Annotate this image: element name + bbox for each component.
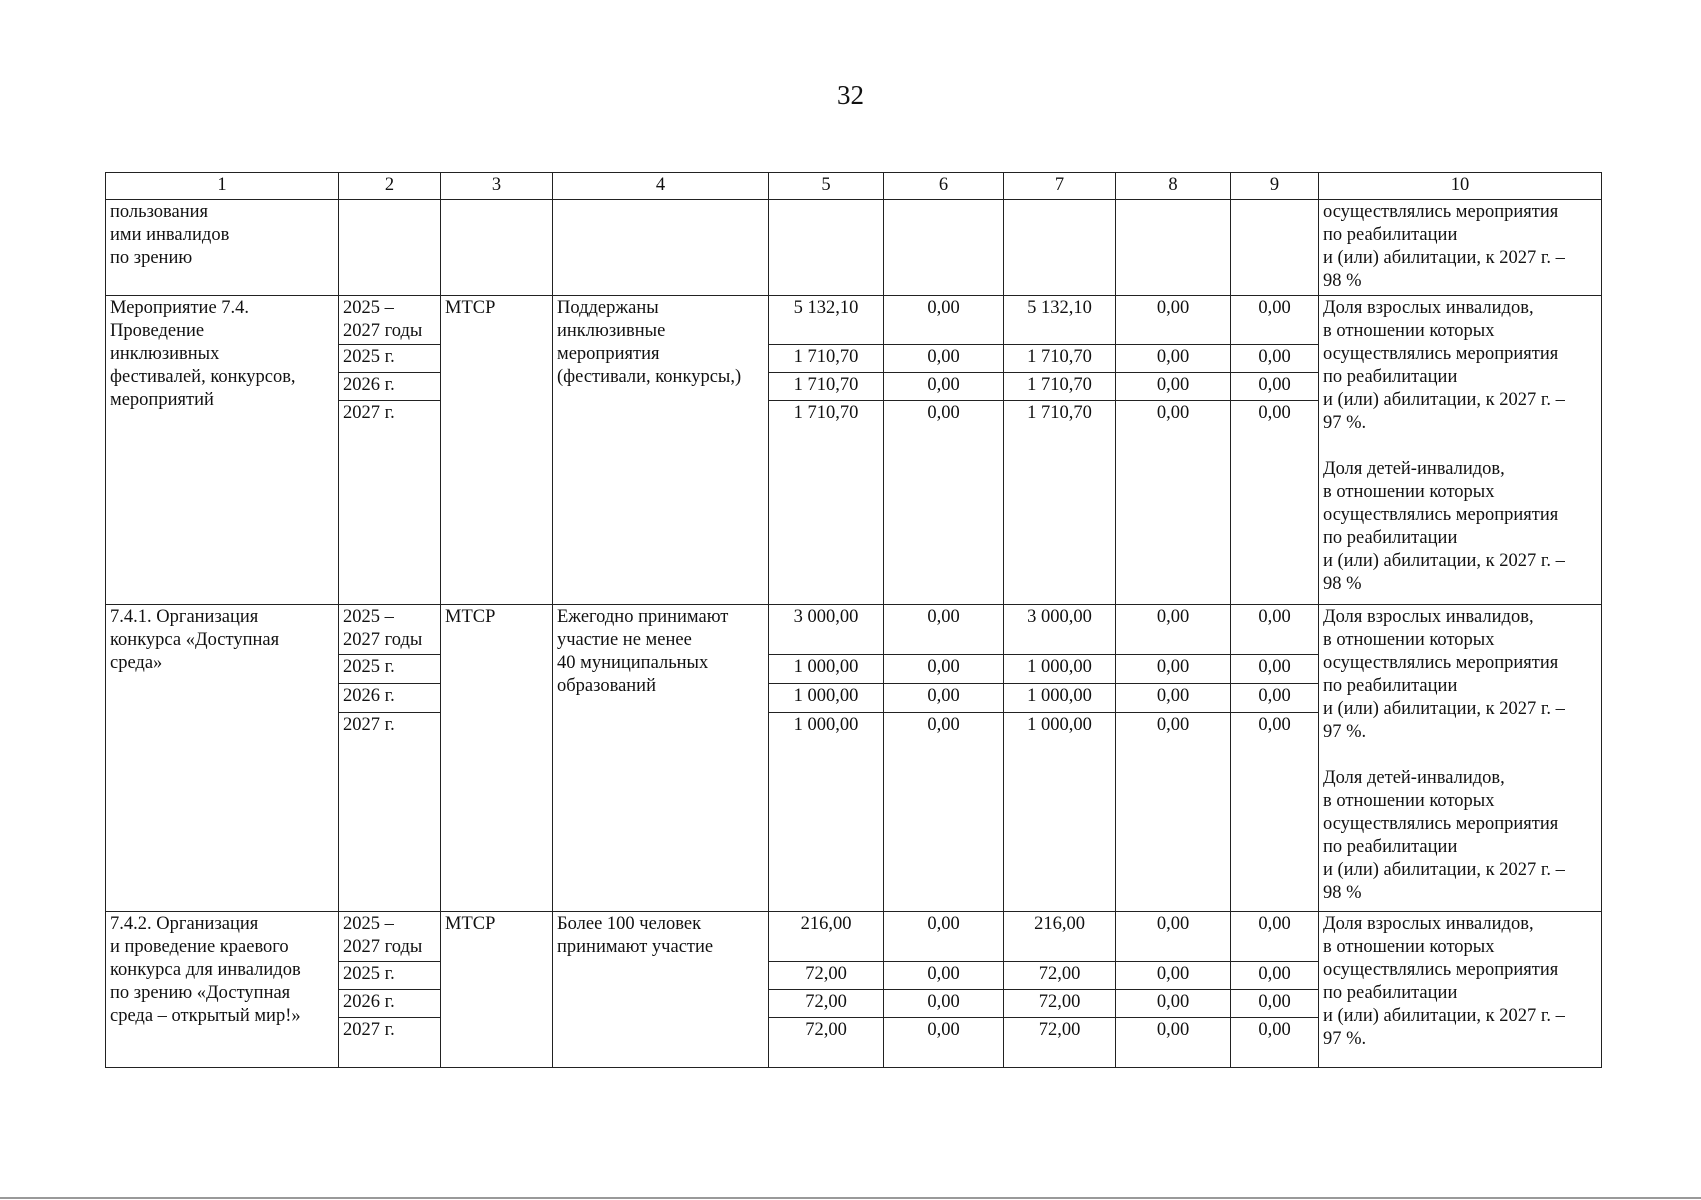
amount-cell: 0,00 [884,912,1004,962]
amount-cell: 72,00 [769,990,884,1018]
amount-cell: 0,00 [1116,713,1231,742]
column-number: 6 [884,173,1004,200]
period: 2025 – 2027 годы [339,605,441,655]
amount-cell: 0,00 [1231,713,1319,742]
amount-cell: 0,00 [1231,373,1319,401]
amount-cell: 5 132,10 [1004,296,1116,345]
period: 2025 г. [339,962,441,990]
amount-cell: 1 710,70 [1004,345,1116,373]
amount-cell: 0,00 [884,1018,1004,1046]
amount-cell: 1 710,70 [1004,373,1116,401]
amount-cell: 0,00 [1231,1018,1319,1046]
continuation-row [106,200,1602,296]
amount-cell: 1 000,00 [1004,713,1116,742]
amount-cell: 0,00 [884,962,1004,990]
table-row [106,296,1602,345]
column-number: 2 [339,173,441,200]
indicator-cell [1319,605,1602,912]
column-number: 4 [553,173,769,200]
amount-cell: 1 710,70 [769,373,884,401]
amount-cell: 72,00 [1004,962,1116,990]
amount-cell: 0,00 [1116,401,1231,429]
amount-cell: 72,00 [769,962,884,990]
indicator-text: Доля взрослых инвалидов, в отношении которых осуществлялись мероприятия по реабилитации и (или) абилитации, к 2027 г. – 97 %. [1319,912,1602,1068]
amount-cell: 0,00 [1231,605,1319,655]
amount-cell: 1 000,00 [769,713,884,742]
column-number: 1 [106,173,339,200]
column-number: 7 [1004,173,1116,200]
program-table [105,172,1602,1068]
period: 2026 г. [339,990,441,1018]
page-number: 32 [837,80,864,110]
period: 2025 г. [339,655,441,684]
amount-cell: 0,00 [1231,401,1319,429]
amount-cell: 216,00 [1004,912,1116,962]
expected-result: Ежегодно принимают участие не менее 40 муниципальных образований [553,605,769,912]
column-number: 9 [1231,173,1319,200]
amount-cell: 1 000,00 [1004,655,1116,684]
period: 2025 – 2027 годы [339,296,441,345]
period: 2025 г. [339,345,441,373]
activity-name: пользования ими инвалидов по зрению [106,200,339,296]
amount-cell: 72,00 [769,1018,884,1046]
amount-cell: 0,00 [1116,345,1231,373]
amount-cell: 1 000,00 [1004,684,1116,713]
period: 2026 г. [339,684,441,713]
period: 2027 г. [339,401,441,429]
amount-cell: 72,00 [1004,990,1116,1018]
amount-cell: 0,00 [884,345,1004,373]
table-row [106,912,1602,962]
indicator-text: Доля взрослых инвалидов, в отношении которых осуществлялись мероприятия по реабилитации и (или) абилитации, к 2027 г. – 97 %. [1323,298,1565,433]
amount-cell: 0,00 [884,605,1004,655]
expected-result: Более 100 человек принимают участие [553,912,769,1068]
indicator-text: осуществлялись мероприятия по реабилитации и (или) абилитации, к 2027 г. – 98 % [1319,200,1602,296]
amount-cell: 0,00 [1231,655,1319,684]
amount-cell: 0,00 [1231,912,1319,962]
period: 2027 г. [339,1018,441,1046]
column-number-row [106,173,1602,200]
indicator-text: Доля детей-инвалидов, в отношении которых осуществлялись мероприятия по реабилитации и (или) абилитации, к 2027 г. – 98 % [1323,768,1565,903]
amount-cell: 216,00 [769,912,884,962]
amount-cell: 0,00 [884,296,1004,345]
amount-cell: 72,00 [1004,1018,1116,1046]
amount-cell: 0,00 [1116,1018,1231,1046]
amount-cell: 0,00 [1116,962,1231,990]
executor: МТСР [441,605,553,912]
amount-cell: 0,00 [884,373,1004,401]
amount-cell: 0,00 [1231,296,1319,345]
amount-cell: 0,00 [1231,684,1319,713]
amount-cell: 1 710,70 [769,401,884,429]
amount-cell: 5 132,10 [769,296,884,345]
period: 2027 г. [339,713,441,742]
amount-cell: 0,00 [1231,345,1319,373]
amount-cell: 0,00 [1116,655,1231,684]
period: 2025 – 2027 годы [339,912,441,962]
executor: МТСР [441,912,553,1068]
activity-name: 7.4.1. Организация конкурса «Доступная среда» [106,605,339,912]
amount-cell: 1 710,70 [769,345,884,373]
amount-cell: 0,00 [884,713,1004,742]
amount-cell: 0,00 [884,684,1004,713]
page-edge [0,1197,1701,1199]
amount-cell: 0,00 [1231,962,1319,990]
indicator-text: Доля детей-инвалидов, в отношении которых осуществлялись мероприятия по реабилитации и (или) абилитации, к 2027 г. – 98 % [1323,459,1565,594]
period: 2026 г. [339,373,441,401]
amount-cell: 3 000,00 [769,605,884,655]
amount-cell: 3 000,00 [1004,605,1116,655]
amount-cell: 0,00 [1231,990,1319,1018]
amount-cell: 0,00 [1116,912,1231,962]
amount-cell: 0,00 [1116,990,1231,1018]
column-number: 10 [1319,173,1602,200]
amount-cell: 0,00 [884,990,1004,1018]
amount-cell: 0,00 [1116,373,1231,401]
table-row [106,605,1602,655]
column-number: 8 [1116,173,1231,200]
column-number: 3 [441,173,553,200]
amount-cell: 0,00 [1116,684,1231,713]
indicator-text: Доля взрослых инвалидов, в отношении которых осуществлялись мероприятия по реабилитации и (или) абилитации, к 2027 г. – 97 %. [1323,607,1565,742]
amount-cell: 0,00 [884,401,1004,429]
amount-cell: 1 000,00 [769,684,884,713]
amount-cell: 0,00 [1116,605,1231,655]
indicator-cell [1319,296,1602,605]
executor: МТСР [441,296,553,605]
amount-cell: 1 000,00 [769,655,884,684]
activity-name: Мероприятие 7.4. Проведение инклюзивных фестивалей, конкурсов, мероприятий [106,296,339,605]
amount-cell: 0,00 [1116,296,1231,345]
activity-name: 7.4.2. Организация и проведение краевого конкурса для инвалидов по зрению «Доступная среда – открытый мир!» [106,912,339,1068]
amount-cell: 1 710,70 [1004,401,1116,429]
expected-result: Поддержаны инклюзивные мероприятия (фестивали, конкурсы,) [553,296,769,605]
column-number: 5 [769,173,884,200]
amount-cell: 0,00 [884,655,1004,684]
